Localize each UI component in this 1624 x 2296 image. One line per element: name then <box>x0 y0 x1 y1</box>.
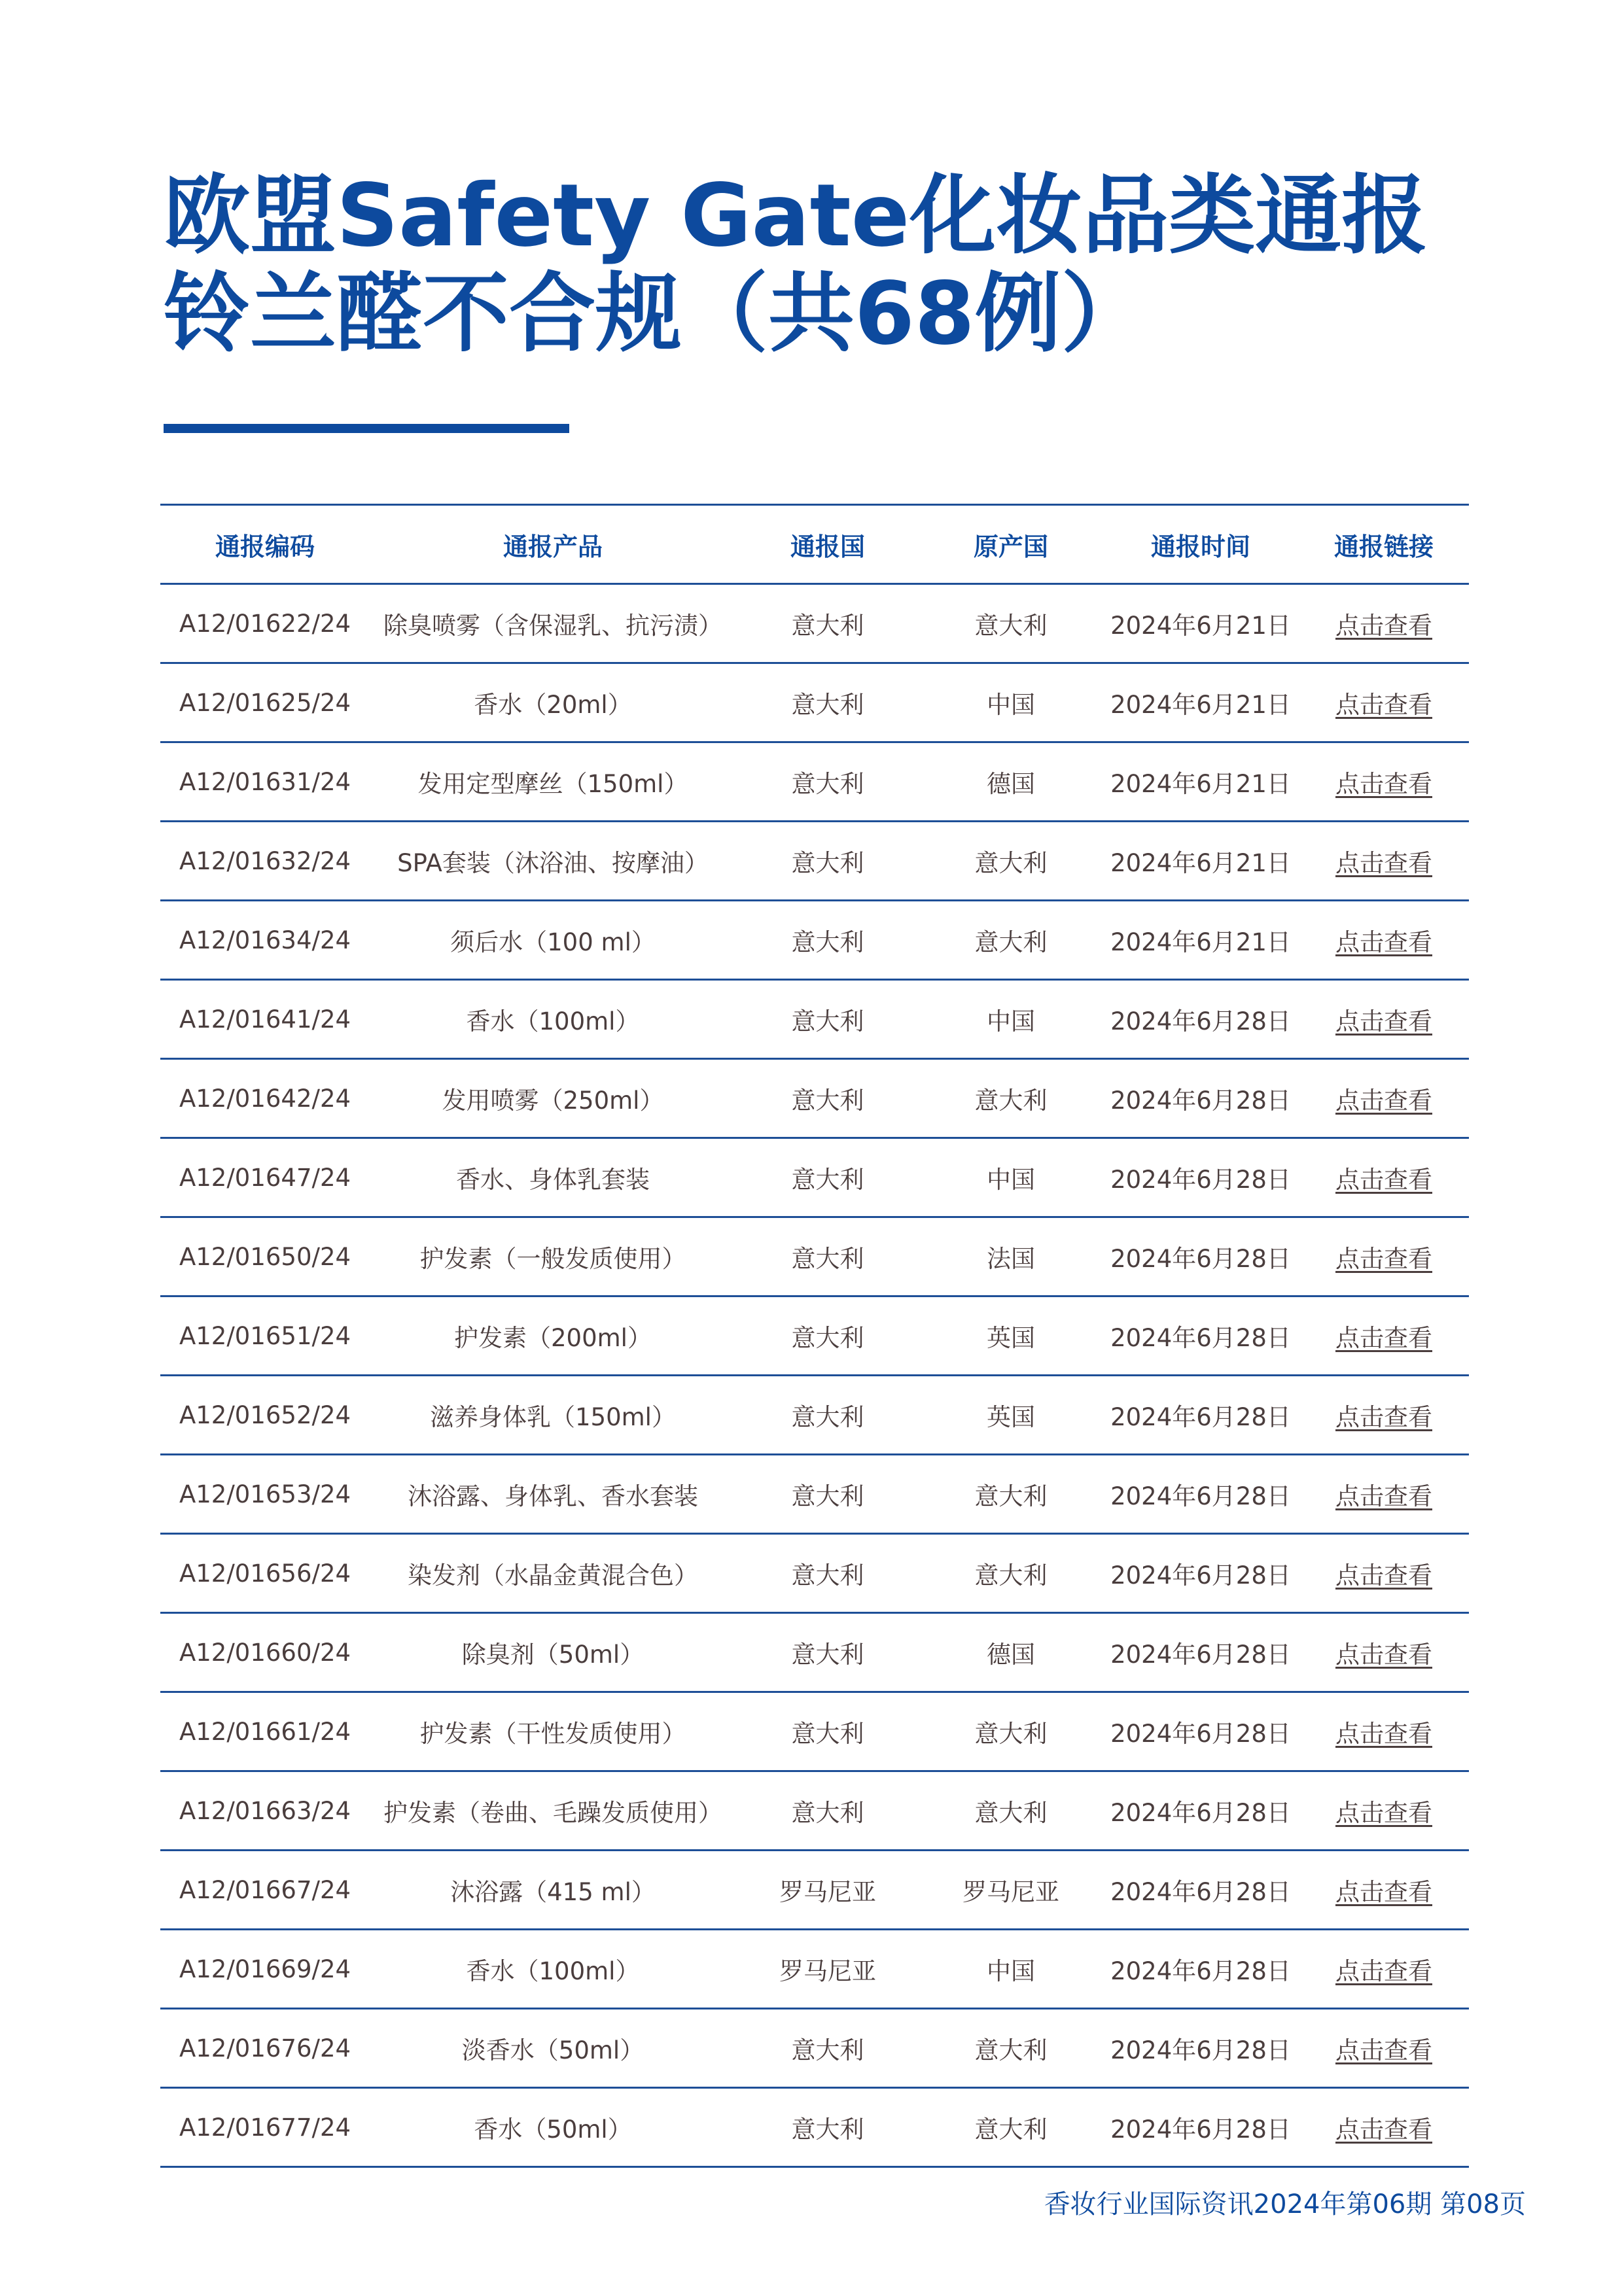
cell-product: 护发素（卷曲、毛躁发质使用） <box>370 1771 736 1851</box>
cell-view-link <box>1299 980 1469 1059</box>
table-row <box>160 1851 1469 1930</box>
view-details-link[interactable]: 点击查看 <box>1335 2115 1432 2144</box>
cell-notification-date: 2024年6月28日 <box>1103 2009 1299 2088</box>
view-details-link[interactable]: 点击查看 <box>1335 1324 1432 1352</box>
cell-product: 香水（20ml） <box>370 663 736 742</box>
view-details-link[interactable]: 点击查看 <box>1335 1799 1432 1827</box>
view-details-link[interactable]: 点击查看 <box>1335 1245 1432 1273</box>
cell-notifying-country: 意大利 <box>736 1692 919 1771</box>
cell-notification-code: A12/01653/24 <box>160 1455 370 1534</box>
cell-product: 护发素（200ml） <box>370 1296 736 1376</box>
cell-country-of-origin: 意大利 <box>919 901 1103 980</box>
cell-notifying-country: 罗马尼亚 <box>736 1851 919 1930</box>
cell-country-of-origin: 意大利 <box>919 1534 1103 1613</box>
cell-notification-code: A12/01676/24 <box>160 2009 370 2088</box>
cell-product: 香水（50ml） <box>370 2088 736 2167</box>
cell-country-of-origin: 意大利 <box>919 822 1103 901</box>
table-row <box>160 742 1469 822</box>
cell-notifying-country: 意大利 <box>736 1217 919 1296</box>
cell-notifying-country: 意大利 <box>736 2088 919 2167</box>
table-row <box>160 1930 1469 2009</box>
table-row <box>160 1455 1469 1534</box>
table-row <box>160 980 1469 1059</box>
cell-product: SPA套装（沐浴油、按摩油） <box>370 822 736 901</box>
cell-notification-code: A12/01669/24 <box>160 1930 370 2009</box>
table-row <box>160 2009 1469 2088</box>
cell-notifying-country: 意大利 <box>736 1455 919 1534</box>
cell-notification-code: A12/01650/24 <box>160 1217 370 1296</box>
cell-country-of-origin: 意大利 <box>919 1059 1103 1138</box>
cell-product: 沐浴露、身体乳、香水套装 <box>370 1455 736 1534</box>
page-title-line-1: 欧盟Safety Gate化妆品类通报 <box>164 165 1428 266</box>
table-row <box>160 1613 1469 1692</box>
cell-notifying-country: 意大利 <box>736 1771 919 1851</box>
cell-country-of-origin: 意大利 <box>919 2088 1103 2167</box>
table-row <box>160 901 1469 980</box>
view-details-link[interactable]: 点击查看 <box>1335 849 1432 877</box>
cell-notification-code: A12/01652/24 <box>160 1376 370 1455</box>
cell-view-link <box>1299 2088 1469 2167</box>
header-notification-link: 通报链接 <box>1299 505 1469 584</box>
view-details-link[interactable]: 点击查看 <box>1335 770 1432 798</box>
cell-product: 淡香水（50ml） <box>370 2009 736 2088</box>
cell-notifying-country: 意大利 <box>736 1534 919 1613</box>
cell-country-of-origin: 中国 <box>919 1138 1103 1217</box>
view-details-link[interactable]: 点击查看 <box>1335 1166 1432 1194</box>
cell-notification-date: 2024年6月28日 <box>1103 1296 1299 1376</box>
cell-product: 染发剂（水晶金黄混合色） <box>370 1534 736 1613</box>
cell-view-link <box>1299 1376 1469 1455</box>
cell-notifying-country: 意大利 <box>736 1376 919 1455</box>
view-details-link[interactable]: 点击查看 <box>1335 1007 1432 1035</box>
cell-view-link <box>1299 1217 1469 1296</box>
cell-view-link <box>1299 2009 1469 2088</box>
table-row <box>160 1059 1469 1138</box>
page-title-line-2: 铃兰醛不合规（共68例） <box>164 264 1148 364</box>
view-details-link[interactable]: 点击查看 <box>1335 691 1432 719</box>
cell-product: 沐浴露（415 ml） <box>370 1851 736 1930</box>
cell-product: 滋养身体乳（150ml） <box>370 1376 736 1455</box>
cell-view-link <box>1299 1771 1469 1851</box>
cell-notifying-country: 意大利 <box>736 901 919 980</box>
cell-view-link <box>1299 1930 1469 2009</box>
view-details-link[interactable]: 点击查看 <box>1335 1641 1432 1669</box>
cell-product: 发用喷雾（250ml） <box>370 1059 736 1138</box>
cell-view-link <box>1299 1296 1469 1376</box>
cell-notification-date: 2024年6月28日 <box>1103 1851 1299 1930</box>
cell-country-of-origin: 罗马尼亚 <box>919 1851 1103 1930</box>
cell-notification-code: A12/01651/24 <box>160 1296 370 1376</box>
cell-country-of-origin: 英国 <box>919 1296 1103 1376</box>
header-notification-date: 通报时间 <box>1103 505 1299 584</box>
cell-country-of-origin: 中国 <box>919 980 1103 1059</box>
cell-country-of-origin: 德国 <box>919 742 1103 822</box>
cell-view-link <box>1299 1534 1469 1613</box>
cell-product: 除臭剂（50ml） <box>370 1613 736 1692</box>
cell-notification-date: 2024年6月28日 <box>1103 1376 1299 1455</box>
header-notification-code: 通报编码 <box>160 505 370 584</box>
cell-notifying-country: 意大利 <box>736 742 919 822</box>
view-details-link[interactable]: 点击查看 <box>1335 1482 1432 1510</box>
cell-notification-date: 2024年6月28日 <box>1103 1455 1299 1534</box>
cell-country-of-origin: 意大利 <box>919 1771 1103 1851</box>
cell-notification-code: A12/01656/24 <box>160 1534 370 1613</box>
table-row <box>160 1771 1469 1851</box>
cell-view-link <box>1299 822 1469 901</box>
cell-view-link <box>1299 663 1469 742</box>
table-row <box>160 584 1469 663</box>
cell-country-of-origin: 意大利 <box>919 584 1103 663</box>
cell-notification-date: 2024年6月28日 <box>1103 1692 1299 1771</box>
cell-notification-code: A12/01631/24 <box>160 742 370 822</box>
cell-notification-date: 2024年6月28日 <box>1103 2088 1299 2167</box>
cell-notification-code: A12/01641/24 <box>160 980 370 1059</box>
cell-view-link <box>1299 901 1469 980</box>
cell-country-of-origin: 英国 <box>919 1376 1103 1455</box>
cell-country-of-origin: 中国 <box>919 663 1103 742</box>
cell-notification-code: A12/01660/24 <box>160 1613 370 1692</box>
cell-notifying-country: 意大利 <box>736 1059 919 1138</box>
notification-table <box>160 504 1469 2168</box>
header-product: 通报产品 <box>370 505 736 584</box>
cell-product: 除臭喷雾（含保湿乳、抗污渍） <box>370 584 736 663</box>
cell-country-of-origin: 中国 <box>919 1930 1103 2009</box>
cell-notification-date: 2024年6月28日 <box>1103 1613 1299 1692</box>
cell-notifying-country: 意大利 <box>736 822 919 901</box>
cell-notifying-country: 意大利 <box>736 980 919 1059</box>
cell-notification-code: A12/01663/24 <box>160 1771 370 1851</box>
cell-view-link <box>1299 742 1469 822</box>
cell-notification-code: A12/01632/24 <box>160 822 370 901</box>
cell-product: 护发素（一般发质使用） <box>370 1217 736 1296</box>
cell-notification-code: A12/01625/24 <box>160 663 370 742</box>
cell-notifying-country: 意大利 <box>736 584 919 663</box>
header-notifying-country: 通报国 <box>736 505 919 584</box>
cell-notifying-country: 意大利 <box>736 1613 919 1692</box>
view-details-link[interactable]: 点击查看 <box>1335 1087 1432 1115</box>
table-header <box>160 505 1469 584</box>
cell-country-of-origin: 德国 <box>919 1613 1103 1692</box>
cell-notification-code: A12/01661/24 <box>160 1692 370 1771</box>
view-details-link[interactable]: 点击查看 <box>1335 1720 1432 1748</box>
cell-product: 护发素（干性发质使用） <box>370 1692 736 1771</box>
cell-notification-date: 2024年6月28日 <box>1103 1059 1299 1138</box>
cell-notification-date: 2024年6月28日 <box>1103 1771 1299 1851</box>
cell-notification-date: 2024年6月21日 <box>1103 822 1299 901</box>
cell-notification-code: A12/01642/24 <box>160 1059 370 1138</box>
cell-view-link <box>1299 1613 1469 1692</box>
cell-notification-code: A12/01622/24 <box>160 584 370 663</box>
cell-product: 发用定型摩丝（150ml） <box>370 742 736 822</box>
cell-notification-code: A12/01677/24 <box>160 2088 370 2167</box>
page-title <box>164 167 1505 363</box>
view-details-link[interactable]: 点击查看 <box>1335 1561 1432 1590</box>
cell-product: 香水、身体乳套装 <box>370 1138 736 1217</box>
view-details-link[interactable]: 点击查看 <box>1335 2036 1432 2064</box>
cell-notification-date: 2024年6月28日 <box>1103 1138 1299 1217</box>
cell-product: 须后水（100 ml） <box>370 901 736 980</box>
view-details-link[interactable]: 点击查看 <box>1335 1403 1432 1431</box>
cell-notification-code: A12/01647/24 <box>160 1138 370 1217</box>
page-footer: 香妆行业国际资讯2024年第06期 第08页 <box>1044 2189 1526 2219</box>
cell-notification-date: 2024年6月28日 <box>1103 1217 1299 1296</box>
view-details-link[interactable]: 点击查看 <box>1335 612 1432 640</box>
cell-notification-date: 2024年6月28日 <box>1103 1534 1299 1613</box>
cell-product: 香水（100ml） <box>370 980 736 1059</box>
table-row <box>160 663 1469 742</box>
cell-notifying-country: 意大利 <box>736 663 919 742</box>
title-underline-bar <box>164 424 569 433</box>
cell-country-of-origin: 意大利 <box>919 2009 1103 2088</box>
cell-country-of-origin: 意大利 <box>919 1455 1103 1534</box>
cell-view-link <box>1299 1455 1469 1534</box>
cell-product: 香水（100ml） <box>370 1930 736 2009</box>
cell-notification-date: 2024年6月21日 <box>1103 901 1299 980</box>
table-row <box>160 1217 1469 1296</box>
table-row <box>160 2088 1469 2167</box>
cell-notifying-country: 罗马尼亚 <box>736 1930 919 2009</box>
cell-notifying-country: 意大利 <box>736 1138 919 1217</box>
table-row <box>160 822 1469 901</box>
header-country-of-origin: 原产国 <box>919 505 1103 584</box>
view-details-link[interactable]: 点击查看 <box>1335 1957 1432 1985</box>
view-details-link[interactable]: 点击查看 <box>1335 928 1432 956</box>
table-row <box>160 1138 1469 1217</box>
table-row <box>160 1692 1469 1771</box>
cell-country-of-origin: 法国 <box>919 1217 1103 1296</box>
cell-view-link <box>1299 1692 1469 1771</box>
table-body <box>160 584 1469 2167</box>
cell-notification-date: 2024年6月21日 <box>1103 584 1299 663</box>
table-row <box>160 1534 1469 1613</box>
cell-notifying-country: 意大利 <box>736 2009 919 2088</box>
view-details-link[interactable]: 点击查看 <box>1335 1878 1432 1906</box>
cell-country-of-origin: 意大利 <box>919 1692 1103 1771</box>
cell-notification-date: 2024年6月28日 <box>1103 980 1299 1059</box>
cell-notification-date: 2024年6月21日 <box>1103 742 1299 822</box>
cell-notification-date: 2024年6月28日 <box>1103 1930 1299 2009</box>
table-row <box>160 1296 1469 1376</box>
cell-notification-code: A12/01667/24 <box>160 1851 370 1930</box>
cell-view-link <box>1299 584 1469 663</box>
cell-view-link <box>1299 1059 1469 1138</box>
cell-notifying-country: 意大利 <box>736 1296 919 1376</box>
cell-view-link <box>1299 1851 1469 1930</box>
cell-notification-date: 2024年6月21日 <box>1103 663 1299 742</box>
cell-view-link <box>1299 1138 1469 1217</box>
table-row <box>160 1376 1469 1455</box>
table-header-row <box>160 505 1469 584</box>
cell-notification-code: A12/01634/24 <box>160 901 370 980</box>
